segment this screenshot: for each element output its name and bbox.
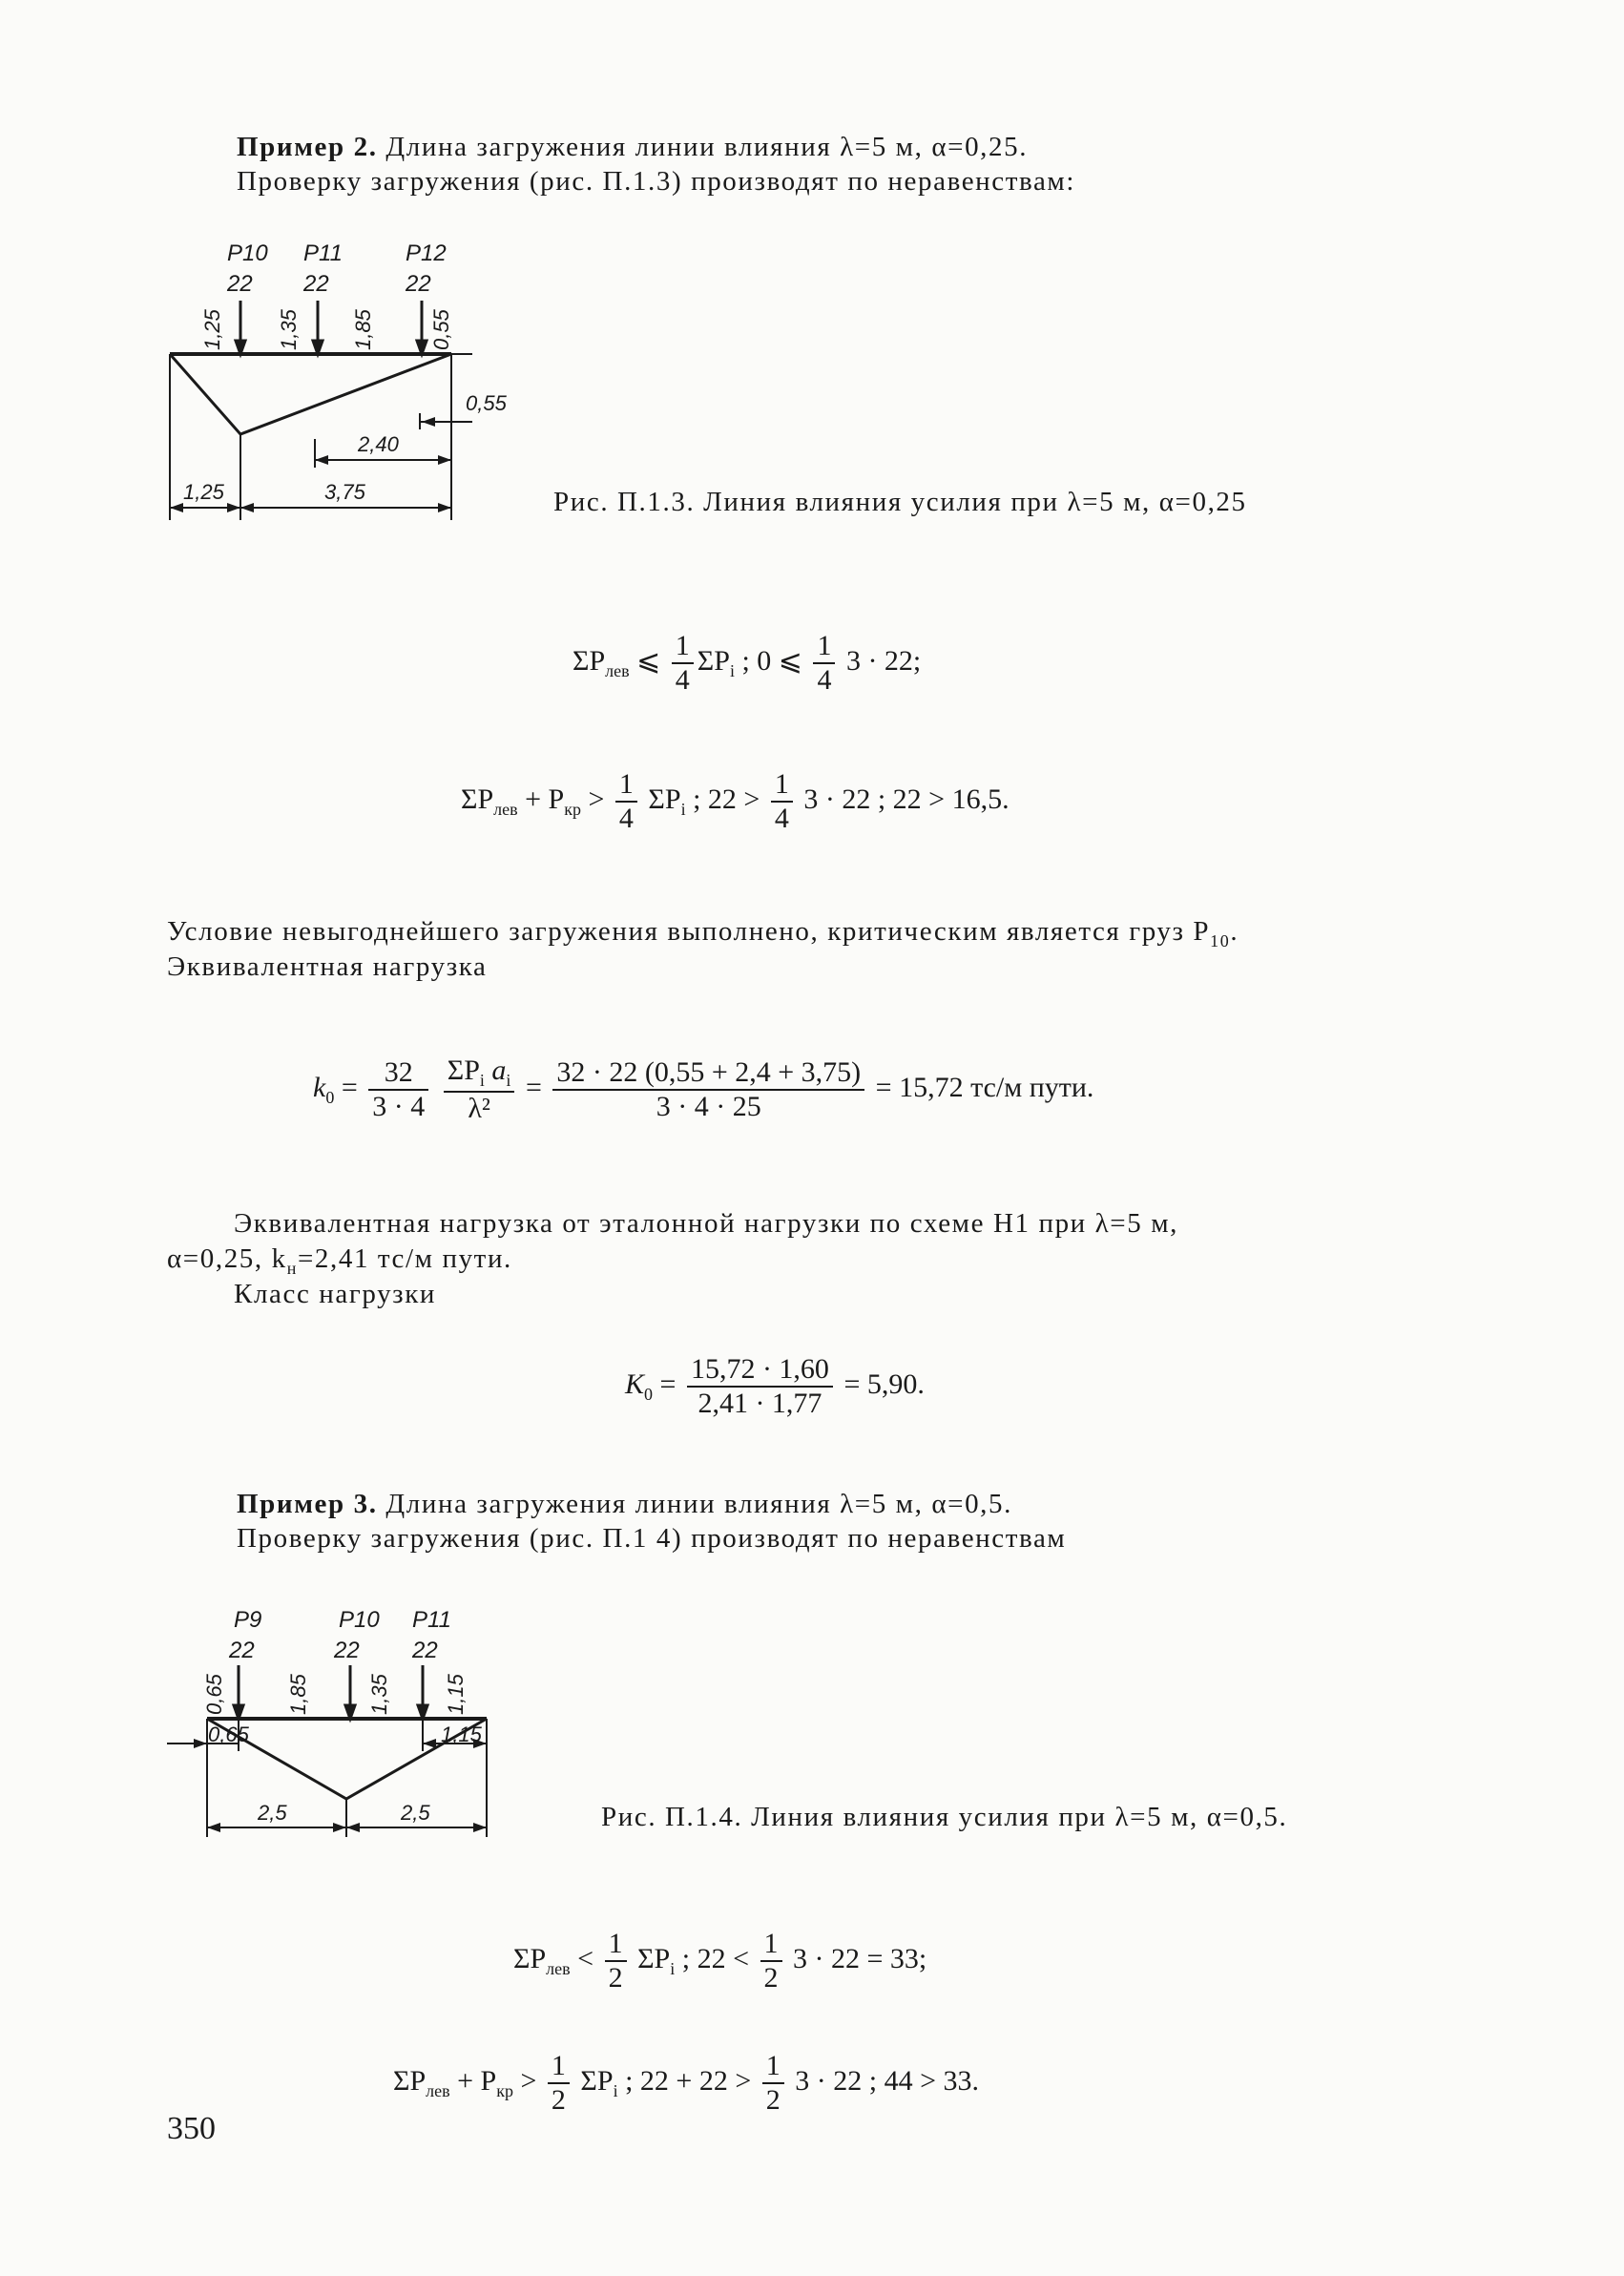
spacing-4: 0,55 bbox=[429, 309, 453, 350]
load-label-p11: P11 bbox=[303, 240, 343, 266]
spacing-2: 1,85 bbox=[286, 1674, 310, 1715]
spacing-3: 1,85 bbox=[351, 309, 375, 350]
dim-label-375: 3,75 bbox=[324, 480, 365, 504]
ex2-equiv-line2: α=0,25, $k_н=2,41$ тс/м пути. bbox=[167, 1243, 512, 1278]
figure-p14 bbox=[162, 1598, 515, 1847]
load-value-p10: 22 bbox=[227, 271, 253, 297]
formula-ex2-2: $\Sigma P_{лев} + P_{кр}$ > $\frac{1}{4}$ $\Sigma P_i$ ; 22 > $\frac{1}{4}$ 3 · 22 ; 22 > 16,5. bbox=[461, 768, 1010, 834]
dim-label-115: 1,15 bbox=[441, 1723, 482, 1746]
load-label-p10: P10 bbox=[339, 1607, 380, 1633]
example-3-check-text: Проверку загружения (рис. П.1 4) производят по неравенствам bbox=[237, 1523, 1067, 1554]
formula-K0: $K_0$ = $\frac{15,72 \cdot 1,60}{2,41 \cdot 1,77}$ = 5,90. bbox=[625, 1353, 925, 1419]
spacing-1: 0,65 bbox=[202, 1674, 226, 1715]
figure-p13-caption: Рис. П.1.3. Линия влияния усилия при λ=5 м, α=0,25 bbox=[553, 487, 1247, 517]
page-number: 350 bbox=[167, 2111, 216, 2146]
load-label-p9: P9 bbox=[234, 1607, 262, 1633]
load-value-p10: 22 bbox=[334, 1638, 360, 1663]
arrowhead bbox=[313, 341, 323, 354]
example-2-intro: Длина загружения линии влияния λ=5 м, α=0,25. bbox=[385, 132, 1029, 162]
ex2-result-line1: Условие невыгоднейшего загружения выполнено, критическим является груз $P_{10}$. bbox=[167, 916, 1239, 950]
dim-label-240: 2,40 bbox=[358, 432, 399, 456]
load-label-p11: P11 bbox=[412, 1607, 451, 1633]
arrowhead bbox=[236, 341, 245, 354]
dim-label-25-left: 2,5 bbox=[258, 1801, 287, 1825]
example-2-check-text: Проверку загружения (рис. П.1.3) производят по неравенствам: bbox=[237, 166, 1076, 197]
dim-label-055: 0,55 bbox=[466, 391, 507, 415]
formula-ex2-1: $\Sigma P_{лев}$ ⩽ $\frac{1}{4}$ $\Sigma P_i$ ; 0 ⩽ $\frac{1}{4}$ 3 · 22; bbox=[573, 630, 922, 696]
figure-p14-caption: Рис. П.1.4. Линия влияния усилия при λ=5 м, α=0,5. bbox=[601, 1802, 1288, 1832]
formula-ex3-1: $\Sigma P_{лев}$ < $\frac{1}{2}$ $\Sigma P_i$ ; 22 < $\frac{1}{2}$ 3 · 22 = 33; bbox=[513, 1928, 927, 1994]
arrowhead bbox=[417, 341, 427, 354]
ex2-equiv-line3: Класс нагрузки bbox=[234, 1279, 437, 1309]
formula-ex3-2: $\Sigma P_{лев} + P_{кр}$ > $\frac{1}{2}$ $\Sigma P_i$ ; 22 + 22 > $\frac{1}{2}$ 3 · 22 ; 44 > 33. bbox=[393, 2050, 980, 2116]
spacing-2: 1,35 bbox=[277, 309, 301, 350]
load-value-p11: 22 bbox=[303, 271, 329, 297]
example-2-heading bbox=[237, 132, 1028, 163]
spacing-1: 1,25 bbox=[200, 309, 224, 350]
dim-label-25-right: 2,5 bbox=[401, 1801, 430, 1825]
formula-k0: $k_0$ = $\frac{32}{3 \cdot 4}$ $\frac{\Sigma P_i a_i}{\text{λ²}}$ = $\frac{32 \cdot 22 (0,55 + 2,4 + 3,75)}{3 \cdot 4 \cdot 25}$ = 15,72 тс/м пути. bbox=[313, 1054, 1094, 1124]
load-label-p12: P12 bbox=[406, 240, 447, 266]
influence-line bbox=[170, 354, 451, 434]
load-value-p11: 22 bbox=[412, 1638, 438, 1663]
load-label-p10: P10 bbox=[227, 240, 268, 266]
load-value-p12: 22 bbox=[406, 271, 431, 297]
dim-label-065: 0,65 bbox=[208, 1723, 249, 1746]
ex2-result-line2: Эквивалентная нагрузка bbox=[167, 951, 488, 982]
example-3-heading: Пример 3. Длина загружения линии влияния λ=5 м, α=0,5. bbox=[237, 1489, 1012, 1519]
figure-p13 bbox=[162, 234, 544, 525]
ex2-equiv-line1: Эквивалентная нагрузка от эталонной нагрузки по схеме H1 при λ=5 м, bbox=[234, 1208, 1179, 1239]
spacing-4: 1,15 bbox=[444, 1674, 468, 1715]
load-value-p9: 22 bbox=[229, 1638, 255, 1663]
spacing-3: 1,35 bbox=[367, 1674, 391, 1715]
dim-label-125: 1,25 bbox=[183, 480, 224, 504]
example-2-title: Пример 2. bbox=[237, 132, 378, 162]
